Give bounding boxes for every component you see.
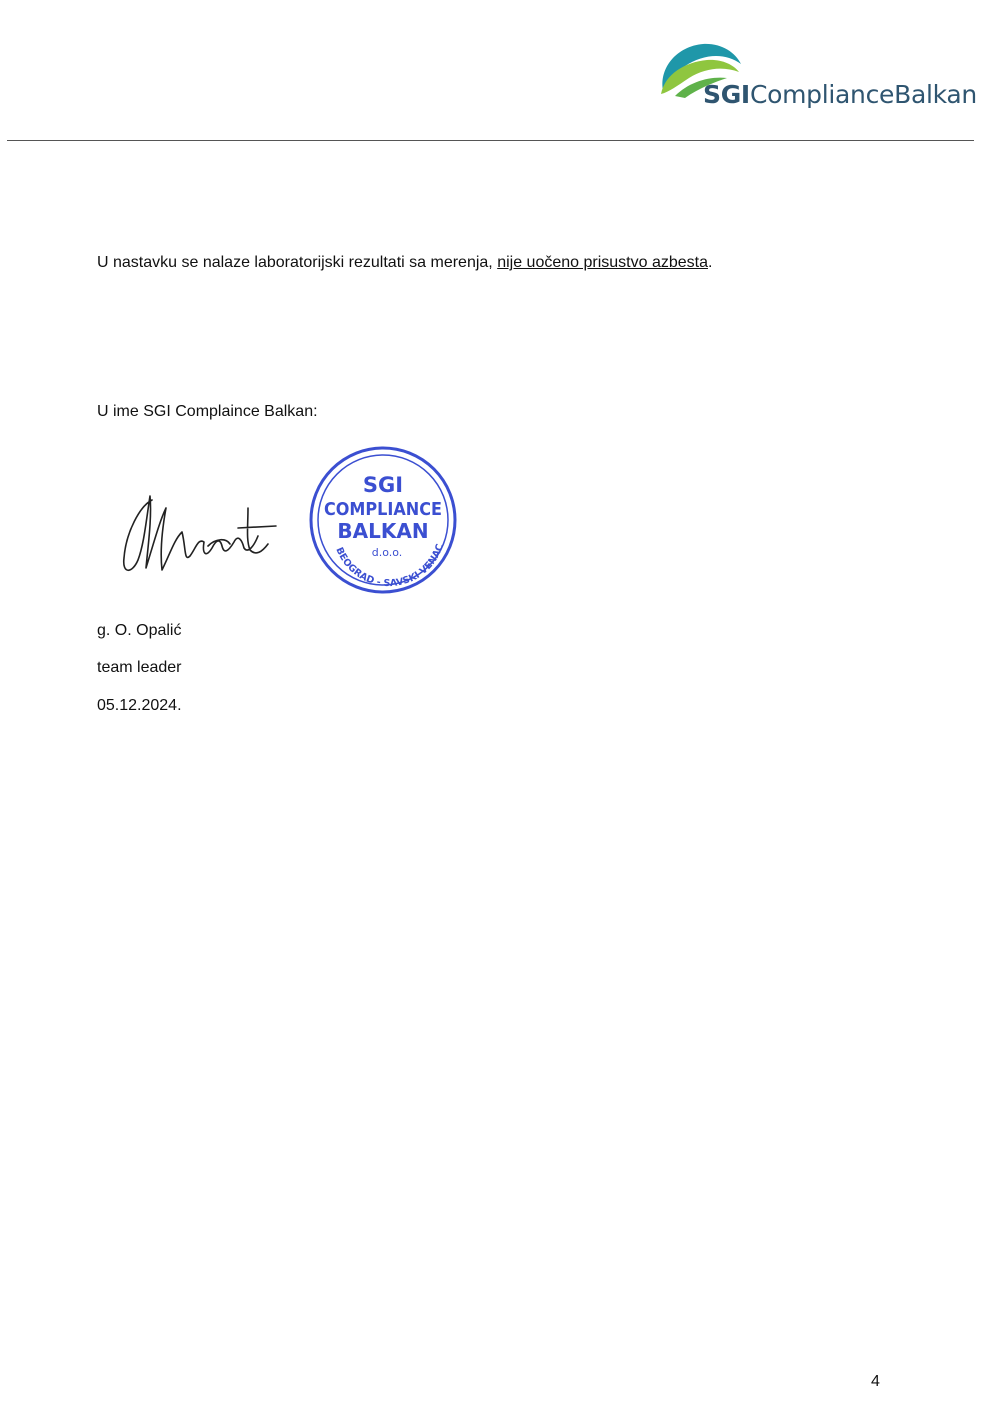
logo-wordmark	[703, 80, 977, 109]
intro-text: U nastavku se nalaze laboratorijski rezultati sa merenja,	[97, 254, 498, 271]
intro-paragraph	[97, 254, 712, 272]
stamp-line-3: BALKAN	[337, 519, 429, 543]
logo-brand-bold: SGI	[703, 80, 750, 109]
signatory-name: g. O. Opalić	[97, 622, 182, 639]
signature-icon	[112, 482, 282, 582]
company-logo	[655, 38, 977, 118]
logo-brand-rest: ComplianceBalkan	[749, 80, 977, 109]
signatory-role: team leader	[97, 659, 182, 676]
intro-underlined-text: nije uočeno prisustvo azbesta	[497, 254, 708, 271]
page-number: 4	[871, 1373, 880, 1390]
intro-period: .	[707, 254, 713, 271]
header-divider	[7, 140, 974, 141]
stamp-arc-text: BEOGRAD - SAVSKI VENAC	[333, 542, 446, 590]
on-behalf-line: U ime SGI Complaince Balkan:	[97, 403, 318, 420]
company-stamp	[305, 440, 465, 600]
stamp-line-4: d.o.o.	[371, 546, 403, 559]
stamp-line-2: COMPLIANCE	[324, 499, 442, 520]
stamp-line-1: SGI	[362, 473, 404, 497]
signatory-date: 05.12.2024.	[97, 697, 182, 714]
